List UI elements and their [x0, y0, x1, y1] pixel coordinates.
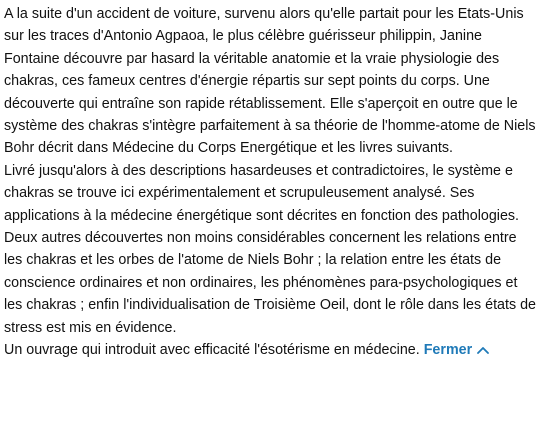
collapse-link-label: Fermer — [423, 342, 473, 359]
description-paragraph-1: A la suite d'un accident de voiture, survenu alors qu'elle partait pour les Etats-Unis sur les traces d'Antonio Agpaoa, le plus célèbre guérisseur philippin, Janine Fontaine découvre par hasard la véritable anatomie et la vraie physiologie des chakras, ces fameux centres d'énergie répartis sur sept points du corps. Une découverte qui entraîne son rapide rétablissement. Elle s'aperçoit en outre que le système des chakras s'intègre parfaitement à sa théorie de l'homme-atome de Niels Bohr décrit dans Médecine du Corps Energétique et les livres suivants. — [4, 6, 536, 157]
book-description — [4, 3, 538, 362]
description-closing-line — [4, 339, 538, 361]
description-paragraph-3: Deux autres découvertes non moins considérables concernent les relations entre les chakras et les orbes de l'atome de Niels Bohr ; la relation entre les états de conscience ordinaires et non ordinaires, les phénomènes para-psychologiques et les chakras ; enfin l'individualisation de Troisième Oeil, dont le rôle dans les états de stress est mis en évidence. — [4, 230, 537, 336]
chevron-up-icon — [477, 346, 489, 354]
description-closing-text: Un ouvrage qui introduit avec efficacité l'ésotérisme en médecine. — [4, 342, 420, 359]
collapse-description-link[interactable] — [424, 339, 489, 361]
description-paragraph-2: Livré jusqu'alors à des descriptions hasardeuses et contradictoires, le système e chakras se trouve ici expérimentalement et scrupuleusement analysé. Ses applications à la médecine énergétique sont décrites en fonction des pathologies. — [4, 162, 520, 224]
